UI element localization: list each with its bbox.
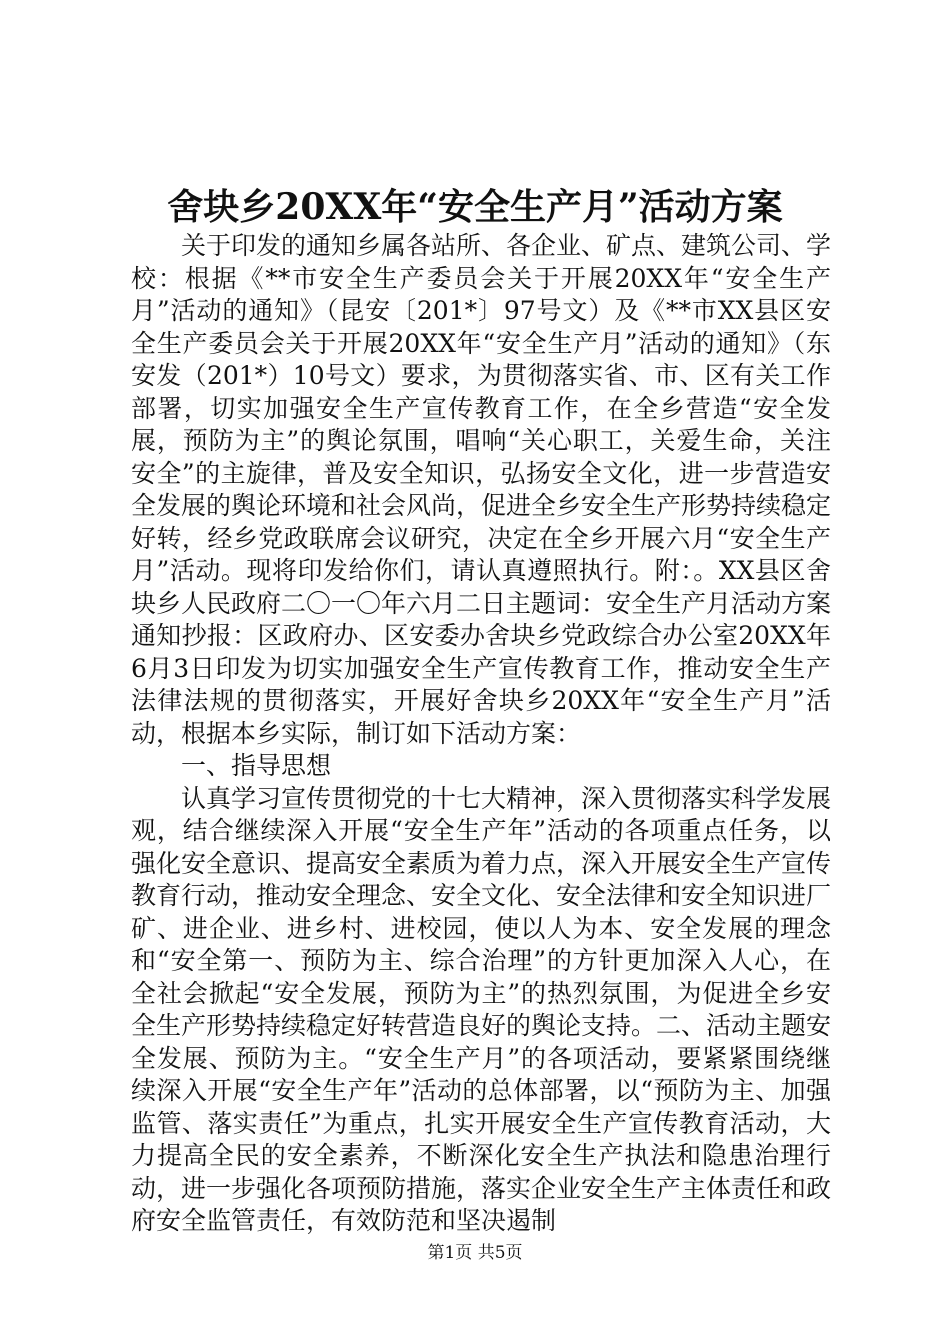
paragraph-notice: 关于印发的通知乡属各站所、各企业、矿点、建筑公司、学校：根据《**市安全生产委员会关于开展20XX年“安全生产月”活动的通知》（昆安〔201*〕97号文）及《**市XX县区安全生产委员会关于开展20XX年“安全生产月”活动的通知》（东安发（201*）10号文）要求，为贯彻落实省、市、区有关工作部署，切实加强安全生产宣传教育工作，在全乡营造“安全发展，预防为主”的舆论氛围，唱响“关心职工，关爱生命，关注安全”的主旋律，普及安全知识，弘扬安全文化，进一步营造安全发展的舆论环境和社会风尚，促进全乡安全生产形势持续稳定好转，经乡党政联席会议研究，决定在全乡开展六月“安全生产月”活动。现将印发给你们，请认真遵照执行。附：。XX县区舍块乡人民政府二〇一〇年六月二日主题词：安全生产月活动方案通知抄报：区政府办、区安委办舍块乡党政综合办公室20XX年6月3日印发为切实加强安全生产宣传教育工作，推动安全生产法律法规的贯彻落实，开展好舍块乡20XX年“安全生产月”活动，根据本乡实际，制订如下活动方案：: [131, 231, 832, 748]
page-footer: 第1页 共5页: [427, 1243, 523, 1263]
paragraph-guiding-ideology: 认真学习宣传贯彻党的十七大精神，深入贯彻落实科学发展观，结合继续深入开展“安全生产年”活动的各项重点任务，以强化安全意识、提高安全素质为着力点，深入开展安全生产宣传教育行动，推动安全理念、安全文化、安全法律和安全知识进厂矿、进企业、进乡村、进校园，使以人为本、安全发展的理念和“安全第一、预防为主、综合治理”的方针更加深入人心，在全社会掀起“安全发展，预防为主”的热烈氛围，为促进全乡安全生产形势持续稳定好转营造良好的舆论支持。二、活动主题安全发展、预防为主。“安全生产月”的各项活动，要紧紧围绕继续深入开展“安全生产年”活动的总体部署，以“预防为主、加强监管、落实责任”为重点，扎实开展安全生产宣传教育活动，大力提高全民的安全素养，不断深化安全生产执法和隐患治理行动，进一步强化各项预防措施，落实企业安全生产主体责任和政府安全监管责任，有效防范和坚决遏制: [131, 783, 832, 1235]
document-body: [131, 230, 831, 1238]
document-title: 舍块乡20XX年“安全生产月”活动方案: [167, 186, 783, 228]
section-heading-guiding-ideology: 一、指导思想: [181, 751, 332, 780]
